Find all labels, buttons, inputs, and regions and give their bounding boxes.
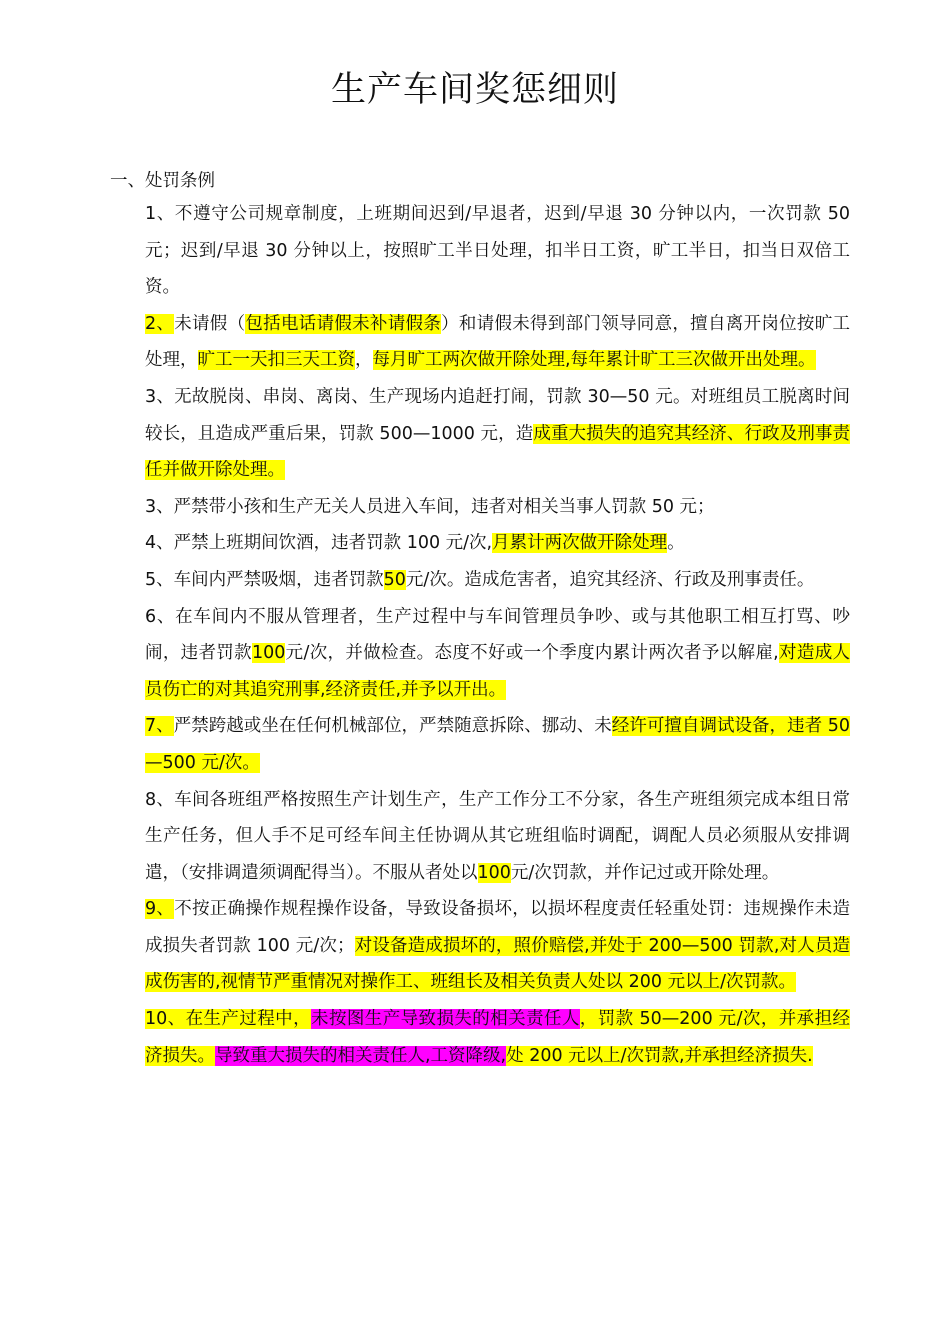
clause-text: ）和请假未得到部门领导同意，擅自离开岗位按旷工处理， xyxy=(145,313,850,371)
clause-text: 元/次。造成危害者，追究其经济、行政及刑事责任。 xyxy=(405,569,815,590)
clause-paragraph xyxy=(145,379,850,489)
clause-text: 不按正确操作规程操作设备，导致设备损坏，以损坏程度责任轻重处罚：违规操作未造成损失者罚款 100 元/次； xyxy=(145,899,850,956)
highlighted-text: 未按图生产导致损失的相关责任人 xyxy=(311,1009,580,1030)
clause-paragraph xyxy=(145,599,850,709)
clause-paragraph xyxy=(145,525,850,562)
clause-text: 元/次，并做检查。态度不好或一个季度内累计两次者予以解雇, xyxy=(285,643,779,664)
clause-text: 1、不遵守公司规章制度，上班期间迟到/早退者，迟到/早退 30 分钟以内，一次罚款 50 元；迟到/早退 30 分钟以上，按照旷工半日处理，扣半日工资，旷工半日，扣当日双倍工资。 xyxy=(145,204,850,298)
clause-paragraph xyxy=(145,891,850,1001)
highlighted-text: 50 xyxy=(383,569,406,590)
highlighted-text: 10、在生产过程中， xyxy=(145,1009,312,1030)
highlighted-text: 2、 xyxy=(145,313,175,334)
clause-text: 严禁跨越或坐在任何机械部位，严禁随意拆除、挪动、未 xyxy=(173,716,612,737)
highlighted-text: 对设备造成损坏的，照价赔偿,并处于 200—500 罚款,对人员造成伤害的,视情节严重情况对操作工、班组长及相关负责人处以 200 元以上/次罚款。 xyxy=(145,935,850,993)
clause-paragraph xyxy=(145,196,850,306)
highlighted-text: 旷工一天扣三天工资 xyxy=(197,350,355,371)
clause-text: ， xyxy=(355,350,373,371)
clause-text: 6、在车间内不服从管理者，生产过程中与车间管理员争吵、或与其他职工相互打骂、吵闹，违者罚款 xyxy=(145,606,850,664)
clause-text: 3、严禁带小孩和生产无关人员进入车间，违者对相关当事人罚款 50 元； xyxy=(145,496,715,517)
highlighted-text: ，罚款 50—200 元/次，并承担经济损失。 xyxy=(145,1009,850,1066)
page-title: 生产车间奖惩细则 xyxy=(330,70,619,110)
clause-text: 8、车间各班组严格按照生产计划生产，生产工作分工不分家，各生产班组须完成本组日常生产任务，但人手不足可经车间主任协调从其它班组临时调配，调配人员必须服从安排调遣，（安排调遣须调配得当）。不服从者处以 xyxy=(145,789,850,883)
highlighted-text: 处 200 元以上/次罚款,并承担经济损失. xyxy=(506,1045,813,1066)
clause-paragraph xyxy=(145,1001,850,1074)
clause-text: 5、车间内严禁吸烟，违者罚款 xyxy=(145,569,384,590)
clause-text: 元/次罚款，并作记过或开除处理。 xyxy=(510,862,780,883)
clause-paragraph xyxy=(145,782,850,892)
highlighted-text: 导致重大损失的相关责任人,工资降级, xyxy=(215,1045,507,1066)
highlighted-text: 对造成人员伤亡的对其追究刑事,经济责任,并予以开出。 xyxy=(145,643,851,700)
section-heading: 一、处罚条例 xyxy=(110,171,215,191)
highlighted-text: 9、 xyxy=(145,899,175,920)
clause-paragraph xyxy=(145,306,850,379)
highlighted-text: 经许可擅自调试设备，违者 50—500 元/次。 xyxy=(145,716,850,773)
highlighted-text: 每月旷工两次做开除处理,每年累计旷工三次做开出处理。 xyxy=(372,350,816,371)
clause-text: 3、无故脱岗、串岗、离岗、生产现场内追赶打闹，罚款 30—50 元。对班组员工脱离时间较长，且造成严重后果，罚款 500—1000 元，造 xyxy=(145,386,850,444)
highlighted-text: 100 xyxy=(251,643,286,664)
clause-paragraph xyxy=(145,708,850,781)
clause-paragraph xyxy=(145,562,850,599)
highlighted-text: 100 xyxy=(477,862,511,883)
highlighted-text: 7、 xyxy=(145,716,174,737)
highlighted-text: 包括电话请假未补请假条 xyxy=(245,313,442,334)
highlighted-text: 成重大损失的追究其经济、行政及刑事责任并做开除处理。 xyxy=(145,423,851,481)
clause-text: 未请假（ xyxy=(174,313,246,334)
clause-paragraph xyxy=(145,489,850,526)
highlighted-text: 月累计两次做开除处理 xyxy=(492,533,668,554)
clause-text: 。 xyxy=(667,533,685,554)
document-body xyxy=(145,196,850,1074)
clause-text: 4、严禁上班期间饮酒，违者罚款 100 元/次, xyxy=(145,533,493,554)
